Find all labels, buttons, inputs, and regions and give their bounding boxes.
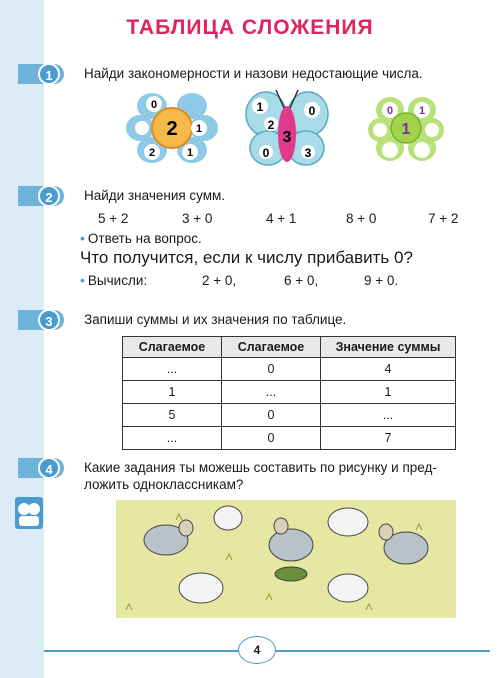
- flower2-picture: [366, 92, 446, 164]
- wing-number: 3: [304, 146, 312, 160]
- compute-item: 6 + 0,: [284, 273, 319, 288]
- task-4-line1: Какие задания ты можешь составить по рисунку и пред-: [84, 460, 437, 475]
- wing-number: 0: [262, 146, 270, 160]
- butterfly-picture: [244, 86, 330, 170]
- flower-center-number: 2: [166, 118, 178, 140]
- petal-slot: [135, 121, 149, 135]
- question-label: [80, 230, 202, 247]
- sum-item: 8 + 0: [346, 211, 377, 226]
- sum-item: 5 + 2: [98, 211, 129, 226]
- flower-center-number: 1: [401, 121, 411, 138]
- sheep-field-picture: [116, 500, 456, 618]
- table-header: Значение суммы: [321, 337, 456, 358]
- petal-number: 1: [418, 105, 426, 117]
- tree-stump: [275, 567, 307, 581]
- table-cell: 4: [321, 358, 456, 381]
- flower-picture: [122, 90, 222, 166]
- sheep-2: [214, 506, 242, 530]
- task-3-number: 3: [38, 309, 60, 331]
- question-label-text: Ответь на вопрос.: [87, 231, 202, 246]
- table-cell: 1: [123, 381, 222, 404]
- table-cell: 7: [321, 427, 456, 450]
- task-4-number: 4: [38, 457, 60, 479]
- pair-work-icon: [14, 496, 44, 530]
- table-cell: ...: [123, 427, 222, 450]
- task-2-text: Найди значения сумм.: [84, 188, 226, 203]
- question-text: Что получится, если к числу прибавить 0?: [80, 248, 413, 267]
- table-cell: 0: [222, 427, 321, 450]
- compute-label: [80, 272, 147, 289]
- petal-slot: [373, 123, 387, 137]
- table-header: Слагаемое: [123, 337, 222, 358]
- sheep-7: [328, 574, 368, 602]
- sheep-6: [179, 573, 223, 603]
- compute-label-text: Вычисли:: [87, 273, 148, 288]
- table-cell: ...: [321, 404, 456, 427]
- wing-number: 1: [256, 100, 264, 114]
- compute-item: 2 + 0,: [202, 273, 237, 288]
- table-cell: 5: [123, 404, 222, 427]
- table-cell: 0: [222, 358, 321, 381]
- petal-slot: [382, 142, 398, 158]
- petal-number: 0: [386, 105, 394, 117]
- bullet-icon: •: [80, 230, 85, 246]
- table-row: [123, 381, 456, 404]
- task-1-text: Найди закономерности и назови недостающие числа.: [84, 66, 423, 81]
- table-cell: ...: [222, 381, 321, 404]
- wing-number: 2: [267, 118, 275, 132]
- task-3-text: Запиши суммы и их значения по таблице.: [84, 312, 347, 327]
- wing-number: 0: [308, 104, 316, 118]
- table-header-row: [123, 337, 456, 358]
- sum-item: 4 + 1: [266, 211, 297, 226]
- task-1-number: 1: [38, 63, 60, 85]
- page-number: 4: [238, 636, 276, 664]
- task-4-line2: ложить одноклассникам?: [84, 477, 244, 492]
- table-cell: 1: [321, 381, 456, 404]
- sum-item: 3 + 0: [182, 211, 213, 226]
- table-row: [123, 427, 456, 450]
- petal-slot: [425, 123, 439, 137]
- bullet-icon: •: [80, 272, 85, 288]
- table-cell: 0: [222, 404, 321, 427]
- sums-table: [122, 336, 456, 450]
- page-title: ТАБЛИЦА СЛОЖЕНИЯ: [126, 16, 374, 39]
- body-number: 3: [282, 129, 292, 146]
- body-icon: [19, 516, 39, 526]
- petal-number: 1: [186, 147, 194, 159]
- table-row: [123, 404, 456, 427]
- task-2-number: 2: [38, 185, 60, 207]
- table-row: [123, 358, 456, 381]
- petal-number: 0: [150, 99, 158, 111]
- sheep-4: [328, 508, 368, 536]
- table-cell: ...: [123, 358, 222, 381]
- petal-number: 2: [148, 147, 156, 159]
- compute-item: 9 + 0.: [364, 273, 399, 288]
- sum-item: 7 + 2: [428, 211, 459, 226]
- face-icon: [28, 503, 40, 515]
- table-header: Слагаемое: [222, 337, 321, 358]
- petal-slot: [414, 142, 430, 158]
- petal-number: 1: [195, 123, 203, 135]
- left-margin-strip: [0, 0, 44, 678]
